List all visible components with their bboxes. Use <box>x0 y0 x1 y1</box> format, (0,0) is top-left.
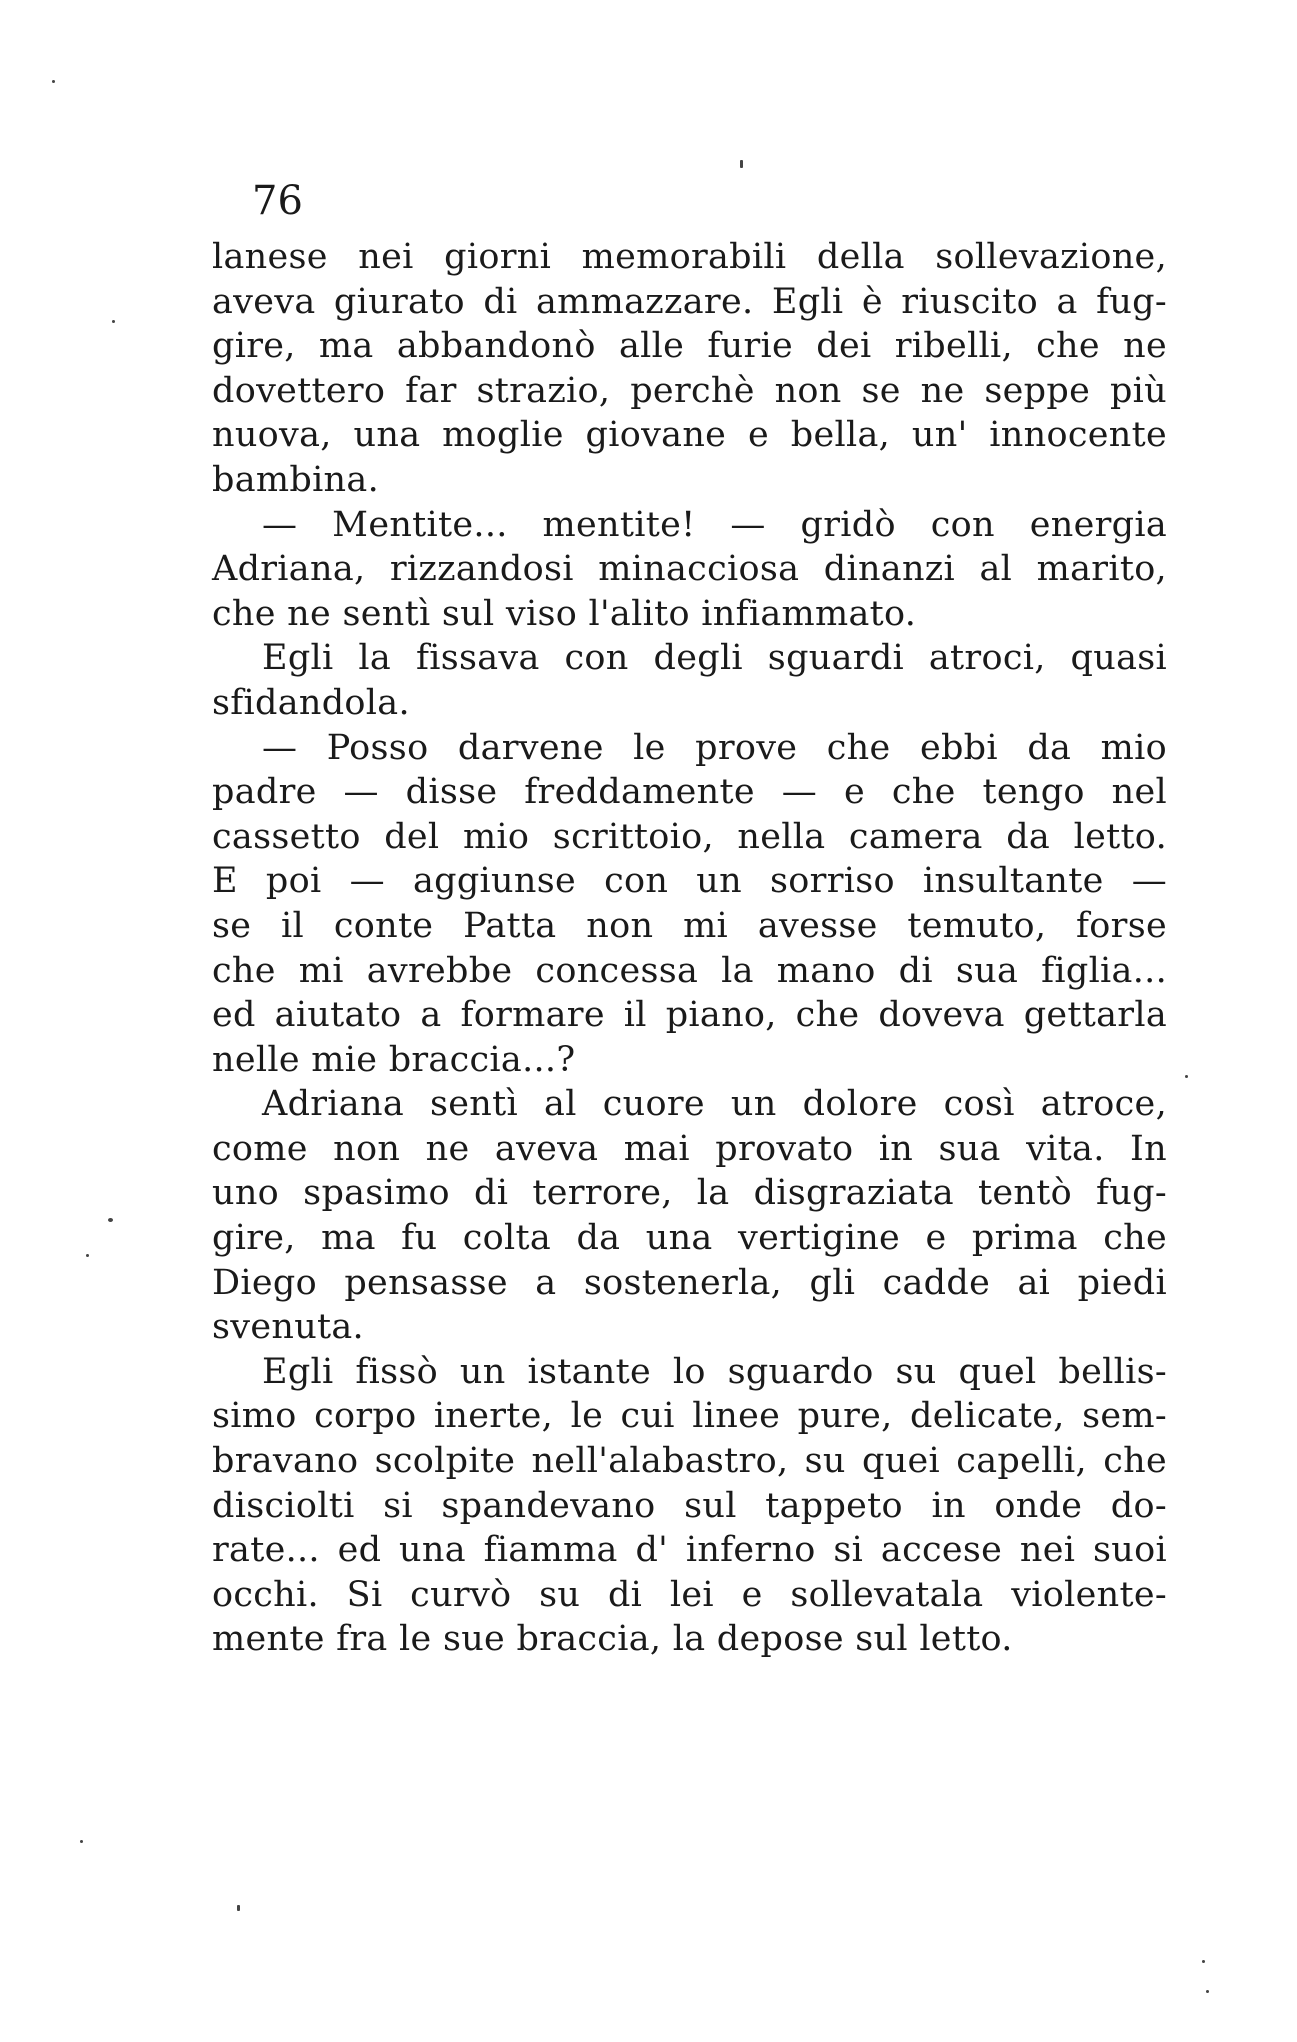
scan-speck <box>52 80 55 83</box>
body-text <box>212 235 1167 1662</box>
text-line: bambina. <box>212 459 379 500</box>
text-line: E poi — aggiunse con un sorriso insultante — <box>212 861 1167 902</box>
text-line: bravano scolpite nell'alabastro, su quei capelli, che <box>212 1441 1167 1482</box>
text-line: lanese nei giorni memorabili della sollevazione, <box>212 237 1167 277</box>
text-line: ed aiutato a formare il piano, che doveva gettarla <box>212 995 1167 1036</box>
text-line: cassetto del mio scrittoio, nella camera da letto. <box>212 816 1167 857</box>
scan-speck <box>740 160 743 168</box>
text-line: come non ne aveva mai provato in sua vita. In <box>212 1128 1167 1169</box>
text-line: gire, ma abbandonò alle furie dei ribelli, che ne <box>212 326 1167 367</box>
text-line: Egli la fissava con degli sguardi atroci, quasi <box>262 638 1167 679</box>
text-line: che ne sentì sul viso l'alito infiammato. <box>212 593 917 634</box>
text-line: Adriana sentì al cuore un dolore così atroce, <box>262 1084 1167 1125</box>
scan-speck <box>1185 1075 1188 1078</box>
text-line: uno spasimo di terrore, la disgraziata tentò fug- <box>212 1173 1167 1214</box>
text-line: — Mentite... mentite! — gridò con energia <box>262 504 1167 545</box>
text-line: nelle mie braccia...? <box>212 1039 576 1080</box>
text-line: se il conte Patta non mi avesse temuto, forse <box>212 905 1167 946</box>
scan-speck <box>237 1905 240 1911</box>
text-line: Diego pensasse a sostenerla, gli cadde ai piedi <box>212 1262 1167 1303</box>
text-line: rate... ed una fiamma d' inferno si accese nei suoi <box>212 1530 1167 1571</box>
scan-speck <box>112 320 115 323</box>
scan-speck <box>1202 1960 1205 1963</box>
scan-speck <box>108 1218 113 1222</box>
text-line: padre — disse freddamente — e che tengo nel <box>212 772 1167 813</box>
text-line: occhi. Si curvò su di lei e sollevatala violente- <box>212 1574 1167 1615</box>
text-line: — Posso darvene le prove che ebbi da mio <box>262 727 1167 768</box>
text-line: dovettero far strazio, perchè non se ne seppe più <box>212 370 1167 411</box>
text-line: gire, ma fu colta da una vertigine e prima che <box>212 1218 1167 1259</box>
page-number: 76 <box>252 178 303 224</box>
scan-speck <box>86 1254 89 1257</box>
text-line: sfidandola. <box>212 682 410 723</box>
scan-speck <box>80 1840 83 1843</box>
scan-speck <box>1206 1990 1209 1993</box>
text-line: mente fra le sue braccia, la depose sul letto. <box>212 1619 1013 1660</box>
text-line: che mi avrebbe concessa la mano di sua figlia... <box>212 950 1167 991</box>
text-line: aveva giurato di ammazzare. Egli è riuscito a fug- <box>212 281 1167 322</box>
text-line: disciolti si spandevano sul tappeto in onde do- <box>212 1485 1167 1526</box>
text-line: simo corpo inerte, le cui linee pure, delicate, sem- <box>212 1396 1167 1437</box>
text-line: Adriana, rizzandosi minacciosa dinanzi al marito, <box>212 549 1167 590</box>
text-line: Egli fissò un istante lo sguardo su quel bellis- <box>262 1351 1167 1392</box>
text-line: svenuta. <box>212 1307 364 1348</box>
text-line: nuova, una moglie giovane e bella, un' innocente <box>212 415 1167 456</box>
